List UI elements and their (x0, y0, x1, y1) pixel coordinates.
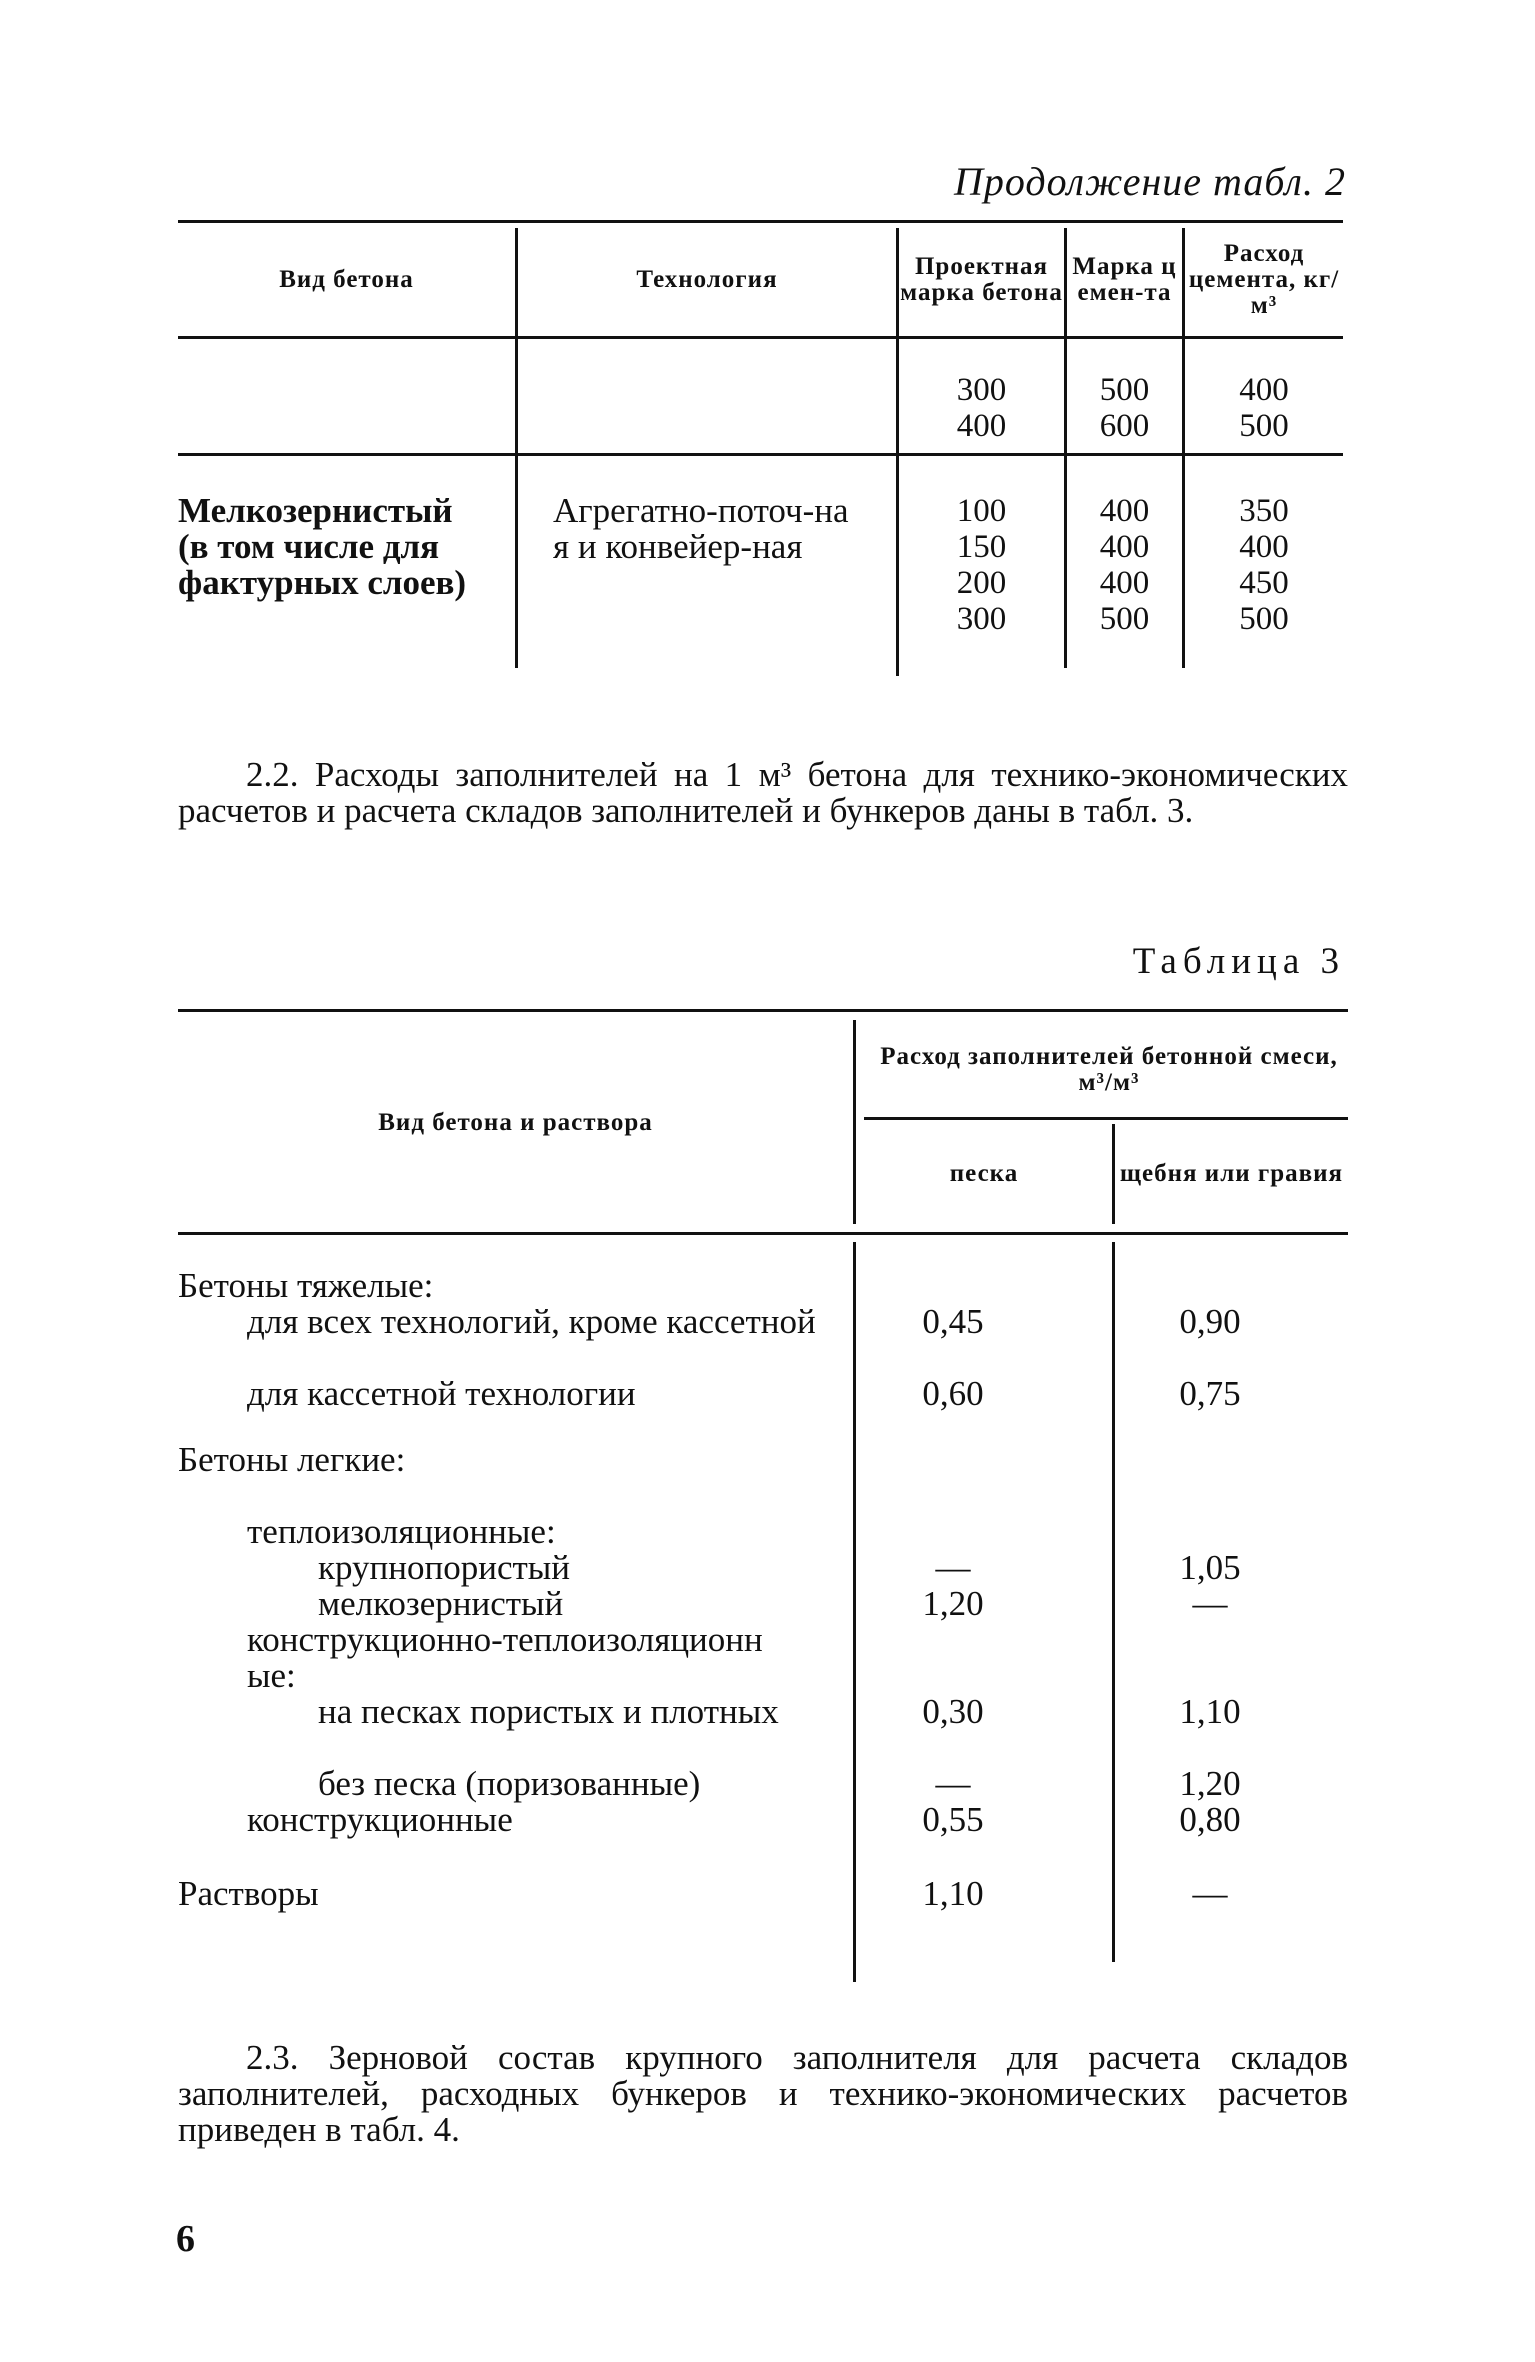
table2-g2-type: Мелкозернистый (в том числе для фактурных слоев) (178, 491, 467, 602)
table3-cell-gravel: 1,10 (1179, 1692, 1241, 1731)
table3-row-label: на песках пористых и плотных (318, 1692, 779, 1731)
table3-cell-gravel: 0,75 (1179, 1374, 1241, 1413)
table3-top-rule (178, 1009, 1348, 1012)
table3-cell-sand: 0,45 (922, 1302, 984, 1341)
table3-header-rule (178, 1232, 1348, 1235)
table2-g2-grade: 150 (956, 529, 1007, 565)
table3-row-label: для кассетной технологии (247, 1374, 636, 1413)
paragraph-2-2 (178, 757, 1348, 829)
table2-header-technology: Технология (636, 266, 778, 293)
table3-cell-gravel: — (1192, 1584, 1228, 1623)
table3-row-label: для всех технологий, кроме кассетной (247, 1302, 816, 1341)
table2-g2-technology: Агрегатно-поточ-ная и конвейер-ная (553, 491, 849, 566)
table2-group-rule (178, 453, 1343, 456)
table2-g1-cement-use: 500 (1239, 408, 1289, 444)
table3-row-label: теплоизоляционные: (247, 1512, 556, 1551)
table2-g2-grade: 200 (956, 565, 1007, 601)
table3-header-gravel: щебня или гравия (1119, 1160, 1344, 1187)
table3-cell-gravel: 1,20 (1179, 1764, 1241, 1803)
table3-cell-sand: 1,20 (922, 1584, 984, 1623)
table2-g1-cement-grade: 500 (1099, 372, 1150, 408)
table3-row-label: мелкозернистый (318, 1584, 564, 1623)
table3-cell-sand: 0,30 (922, 1692, 984, 1731)
table3-cell-sand: 1,10 (922, 1874, 984, 1913)
table3-row-label: конструкционные (247, 1800, 513, 1839)
table3-row-label: крупнопористый (318, 1548, 571, 1587)
table3-cell-gravel: — (1192, 1874, 1228, 1913)
table2-g2-cement-grade: 500 (1099, 601, 1150, 637)
table3-header-type: Вид бетона и раствора (378, 1109, 653, 1136)
table2-g2-cement-grade: 400 (1099, 565, 1150, 601)
table2-g2-cement-grade: 400 (1099, 529, 1150, 565)
table2-g1-grade: 300 (956, 372, 1007, 408)
table3-title: Таблица 3 (1132, 941, 1345, 982)
table3-cell-gravel: 1,05 (1179, 1548, 1241, 1587)
paragraph-2-3-text: 2.3. Зерновой состав крупного заполнителя для расчета складов заполнителей, расходных бункеров и технико-экономических расчетов приведен в табл. 4. (178, 2038, 1348, 2149)
table2-header-rule (178, 336, 1343, 339)
table3-col-divider (1112, 1242, 1115, 1962)
paragraph-2-3 (178, 2040, 1348, 2148)
table2-g1-cement-use: 400 (1239, 372, 1289, 408)
table3-col-divider (853, 1242, 856, 1982)
table3-row-label: без песка (поризованные) (318, 1764, 701, 1803)
table2-g2-cement-use: 450 (1239, 565, 1289, 601)
table3-cell-gravel: 0,90 (1179, 1302, 1241, 1341)
table3-row-label: Бетоны тяжелые: (178, 1266, 434, 1305)
table2-continuation-title: Продолжение табл. 2 (953, 159, 1346, 204)
table3-cell-sand: — (935, 1548, 971, 1587)
table2-g1-cement-grade: 600 (1099, 408, 1150, 444)
page-number: 6 (176, 2218, 195, 2260)
table3-cell-sand: 0,55 (922, 1800, 984, 1839)
table3-header-sand: песка (949, 1160, 1019, 1187)
table2-g2-cement-use: 400 (1239, 529, 1289, 565)
table2-g2-cement-use: 500 (1239, 601, 1289, 637)
table3-cell-sand: 0,60 (922, 1374, 984, 1413)
table2-header-cement-grade: Марка цемен-та (1072, 253, 1177, 306)
table2-top-rule (178, 220, 1343, 223)
table3-header-group: Расход заполнителей бетонной смеси, м³/м³ (880, 1043, 1338, 1096)
table3-cell-gravel: 0,80 (1179, 1800, 1241, 1839)
table2-g2-grade: 300 (956, 601, 1007, 637)
table2-header-type: Вид бетона (279, 266, 414, 293)
table2-g2-cement-use: 350 (1239, 493, 1289, 529)
paragraph-2-2-text: 2.2. Расходы заполнителей на 1 м³ бетона для технико-экономических расчетов и расчета складов заполнителей и бункеров даны в табл. 3. (178, 755, 1348, 830)
table3-row-label: Бетоны легкие: (178, 1440, 406, 1479)
table2-header-grade: Проектная марка бетона (900, 253, 1063, 306)
table3-row-label: конструкционно-теплоизоляционные: (247, 1620, 763, 1695)
table3-row-label: Растворы (178, 1874, 319, 1913)
table2-g1-grade: 400 (956, 408, 1007, 444)
table2-header-cement-use: Расход цемента, кг/м³ (1188, 240, 1340, 319)
table2-g2-cement-grade: 400 (1099, 493, 1150, 529)
table2-g2-grade: 100 (956, 493, 1007, 529)
table3-cell-sand: — (935, 1764, 971, 1803)
table3-subheader-rule (864, 1117, 1348, 1120)
